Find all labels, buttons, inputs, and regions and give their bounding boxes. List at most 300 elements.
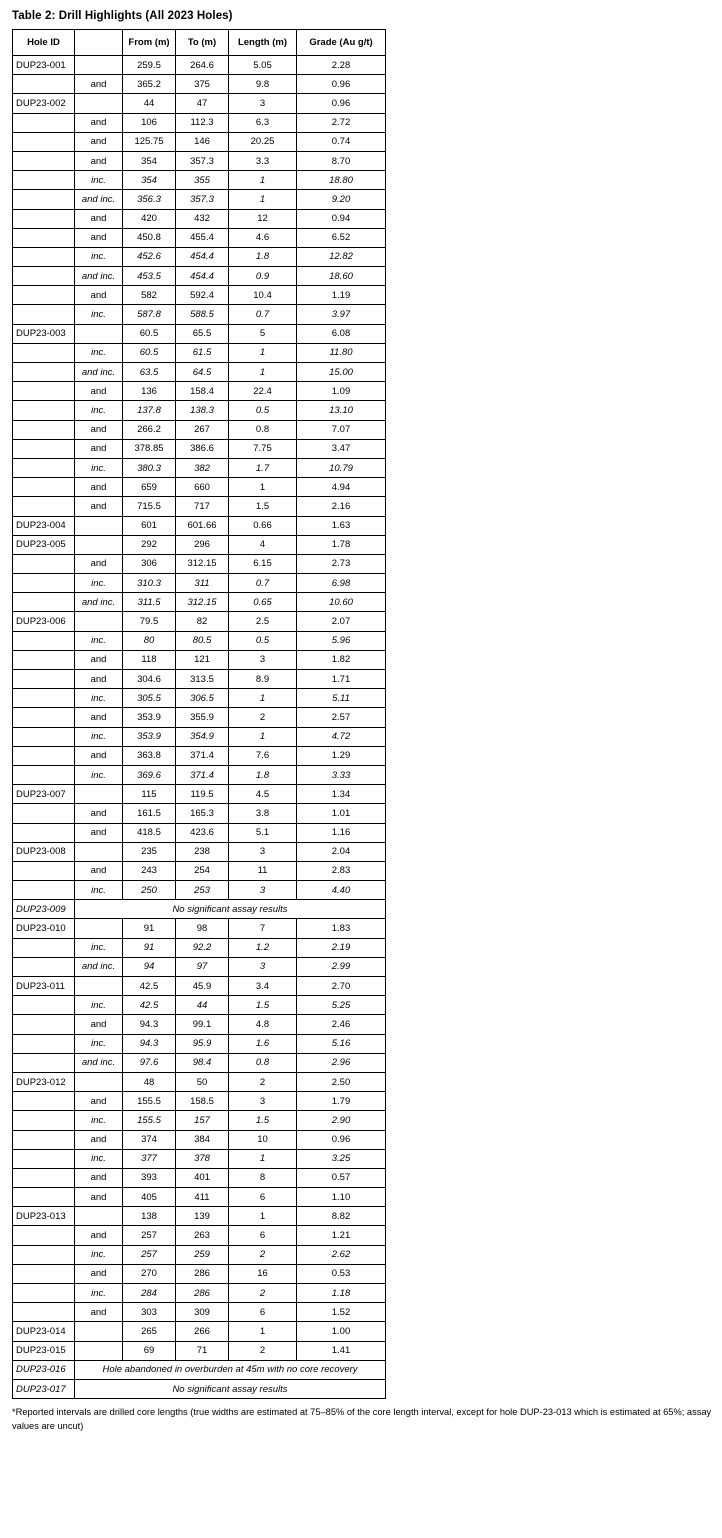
cell-from: 369.6 (123, 765, 176, 784)
cell-from: 405 (123, 1188, 176, 1207)
drill-highlights-table (12, 29, 386, 1399)
cell-grade: 18.80 (297, 171, 386, 190)
cell-grade: 12.82 (297, 247, 386, 266)
cell-to: 92.2 (176, 938, 229, 957)
cell-length: 7.75 (229, 439, 297, 458)
table-row (13, 305, 386, 324)
cell-to: 61.5 (176, 343, 229, 362)
cell-to: 112.3 (176, 113, 229, 132)
table-row (13, 1072, 386, 1091)
table-row (13, 919, 386, 938)
cell-grade: 3.25 (297, 1149, 386, 1168)
cell-grade: 1.29 (297, 746, 386, 765)
cell-modifier: inc. (75, 1111, 123, 1130)
cell-grade: 10.79 (297, 458, 386, 477)
cell-hole-id (13, 458, 75, 477)
cell-grade: 4.72 (297, 727, 386, 746)
cell-length: 8.9 (229, 670, 297, 689)
cell-from: 80 (123, 631, 176, 650)
table-row (13, 977, 386, 996)
cell-hole-id: DUP23-004 (13, 516, 75, 535)
cell-hole-id (13, 228, 75, 247)
cell-modifier: and (75, 75, 123, 94)
cell-length: 0.8 (229, 420, 297, 439)
cell-to: 588.5 (176, 305, 229, 324)
cell-hole-id (13, 727, 75, 746)
cell-hole-id (13, 938, 75, 957)
cell-to: 238 (176, 842, 229, 861)
cell-from: 42.5 (123, 996, 176, 1015)
cell-modifier: and (75, 670, 123, 689)
cell-to: 71 (176, 1341, 229, 1360)
cell-length: 4.8 (229, 1015, 297, 1034)
cell-to: 98.4 (176, 1053, 229, 1072)
cell-to: 717 (176, 497, 229, 516)
cell-from: 137.8 (123, 401, 176, 420)
cell-hole-id (13, 1245, 75, 1264)
cell-length: 11 (229, 861, 297, 880)
cell-modifier (75, 842, 123, 861)
cell-modifier: inc. (75, 1149, 123, 1168)
table-row (13, 612, 386, 631)
cell-from: 250 (123, 881, 176, 900)
cell-hole-id (13, 113, 75, 132)
cell-from: 118 (123, 650, 176, 669)
cell-to: 253 (176, 881, 229, 900)
cell-modifier: inc. (75, 996, 123, 1015)
cell-from: 587.8 (123, 305, 176, 324)
cell-modifier: inc. (75, 689, 123, 708)
cell-grade: 2.57 (297, 708, 386, 727)
cell-length: 0.66 (229, 516, 297, 535)
table-header-row (13, 30, 386, 56)
cell-to: 371.4 (176, 765, 229, 784)
cell-to: 357.3 (176, 151, 229, 170)
cell-length: 10.4 (229, 286, 297, 305)
cell-hole-id: DUP23-008 (13, 842, 75, 861)
cell-hole-id (13, 881, 75, 900)
cell-to: 306.5 (176, 689, 229, 708)
cell-length: 7 (229, 919, 297, 938)
cell-hole-id (13, 171, 75, 190)
cell-to: 312.15 (176, 593, 229, 612)
cell-from: 270 (123, 1264, 176, 1283)
cell-hole-id (13, 132, 75, 151)
cell-hole-id: DUP23-013 (13, 1207, 75, 1226)
table-row (13, 151, 386, 170)
cell-from: 60.5 (123, 324, 176, 343)
cell-grade: 2.19 (297, 938, 386, 957)
cell-grade: 18.60 (297, 267, 386, 286)
page-title: Table 2: Drill Highlights (All 2023 Holes) (12, 10, 233, 22)
cell-modifier (75, 1207, 123, 1226)
cell-to: 455.4 (176, 228, 229, 247)
cell-grade: 0.94 (297, 209, 386, 228)
cell-hole-id (13, 593, 75, 612)
cell-hole-id (13, 75, 75, 94)
cell-length: 7.6 (229, 746, 297, 765)
cell-modifier (75, 535, 123, 554)
cell-from: 48 (123, 1072, 176, 1091)
cell-from: 303 (123, 1303, 176, 1322)
cell-to: 454.4 (176, 247, 229, 266)
cell-grade: 3.33 (297, 765, 386, 784)
table-row (13, 727, 386, 746)
cell-grade: 0.57 (297, 1168, 386, 1187)
cell-to: 384 (176, 1130, 229, 1149)
cell-to: 95.9 (176, 1034, 229, 1053)
cell-modifier (75, 919, 123, 938)
cell-hole-id (13, 439, 75, 458)
cell-modifier: and (75, 1130, 123, 1149)
cell-modifier: and inc. (75, 267, 123, 286)
cell-modifier: inc. (75, 881, 123, 900)
cell-length: 6 (229, 1226, 297, 1245)
cell-grade: 13.10 (297, 401, 386, 420)
cell-modifier: and (75, 478, 123, 497)
cell-hole-id: DUP23-002 (13, 94, 75, 113)
cell-from: 715.5 (123, 497, 176, 516)
cell-modifier: inc. (75, 458, 123, 477)
cell-hole-id (13, 670, 75, 689)
cell-modifier: and inc. (75, 1053, 123, 1072)
cell-to: 378 (176, 1149, 229, 1168)
cell-grade: 1.19 (297, 286, 386, 305)
cell-from: 69 (123, 1341, 176, 1360)
cell-hole-id (13, 1303, 75, 1322)
table-row (13, 881, 386, 900)
cell-hole-id (13, 401, 75, 420)
cell-hole-id (13, 190, 75, 209)
table-row (13, 458, 386, 477)
cell-hole-id (13, 631, 75, 650)
cell-modifier: inc. (75, 1034, 123, 1053)
cell-length: 2 (229, 708, 297, 727)
cell-to: 411 (176, 1188, 229, 1207)
cell-modifier (75, 1072, 123, 1091)
cell-length: 1.2 (229, 938, 297, 957)
table-row (13, 631, 386, 650)
cell-length: 16 (229, 1264, 297, 1283)
cell-modifier: and (75, 804, 123, 823)
cell-length: 1 (229, 478, 297, 497)
cell-length: 2 (229, 1284, 297, 1303)
cell-grade: 1.16 (297, 823, 386, 842)
cell-from: 97.6 (123, 1053, 176, 1072)
cell-grade: 1.21 (297, 1226, 386, 1245)
cell-to: 355.9 (176, 708, 229, 727)
cell-length: 0.7 (229, 574, 297, 593)
cell-from: 582 (123, 286, 176, 305)
cell-modifier: and (75, 151, 123, 170)
cell-length: 6 (229, 1303, 297, 1322)
cell-from: 353.9 (123, 727, 176, 746)
cell-modifier: inc. (75, 765, 123, 784)
cell-modifier: inc. (75, 574, 123, 593)
cell-hole-id (13, 996, 75, 1015)
cell-to: 82 (176, 612, 229, 631)
table-row (13, 1034, 386, 1053)
cell-from: 356.3 (123, 190, 176, 209)
table-row (13, 324, 386, 343)
cell-from: 659 (123, 478, 176, 497)
cell-grade: 1.41 (297, 1341, 386, 1360)
cell-modifier: and inc. (75, 190, 123, 209)
cell-modifier (75, 94, 123, 113)
cell-from: 243 (123, 861, 176, 880)
table-row (13, 1379, 386, 1398)
cell-grade: 2.83 (297, 861, 386, 880)
cell-grade: 3.97 (297, 305, 386, 324)
table-row (13, 228, 386, 247)
cell-grade: 0.96 (297, 94, 386, 113)
cell-grade: 5.11 (297, 689, 386, 708)
cell-grade: 2.46 (297, 1015, 386, 1034)
cell-length: 3 (229, 842, 297, 861)
cell-note: No significant assay results (75, 900, 386, 919)
table-row (13, 420, 386, 439)
cell-length: 1.6 (229, 1034, 297, 1053)
cell-modifier (75, 1341, 123, 1360)
table-row (13, 996, 386, 1015)
cell-modifier: and (75, 209, 123, 228)
cell-from: 284 (123, 1284, 176, 1303)
table-row (13, 689, 386, 708)
cell-to: 165.3 (176, 804, 229, 823)
cell-from: 266.2 (123, 420, 176, 439)
cell-modifier: and (75, 420, 123, 439)
table-row (13, 382, 386, 401)
cell-length: 4.6 (229, 228, 297, 247)
cell-from: 452.6 (123, 247, 176, 266)
cell-modifier: inc. (75, 727, 123, 746)
table-row (13, 1130, 386, 1149)
cell-grade: 1.63 (297, 516, 386, 535)
cell-hole-id (13, 420, 75, 439)
cell-to: 157 (176, 1111, 229, 1130)
cell-length: 6.15 (229, 554, 297, 573)
table-row (13, 1264, 386, 1283)
cell-length: 0.5 (229, 401, 297, 420)
cell-grade: 15.00 (297, 363, 386, 382)
cell-hole-id (13, 1149, 75, 1168)
table-header (13, 30, 386, 56)
cell-to: 386.6 (176, 439, 229, 458)
column-header-hole-id: Hole ID (13, 30, 75, 56)
cell-length: 9.8 (229, 75, 297, 94)
cell-modifier: and (75, 1226, 123, 1245)
cell-modifier (75, 612, 123, 631)
cell-hole-id: DUP23-011 (13, 977, 75, 996)
cell-modifier: and (75, 650, 123, 669)
cell-modifier (75, 785, 123, 804)
cell-length: 5.1 (229, 823, 297, 842)
cell-length: 8 (229, 1168, 297, 1187)
table-row (13, 478, 386, 497)
table-row (13, 190, 386, 209)
table-row (13, 746, 386, 765)
cell-from: 60.5 (123, 343, 176, 362)
cell-grade: 1.82 (297, 650, 386, 669)
table-row (13, 1149, 386, 1168)
cell-modifier: and (75, 132, 123, 151)
cell-from: 363.8 (123, 746, 176, 765)
cell-from: 259.5 (123, 56, 176, 75)
cell-length: 0.7 (229, 305, 297, 324)
cell-from: 115 (123, 785, 176, 804)
cell-from: 257 (123, 1245, 176, 1264)
table-row (13, 56, 386, 75)
cell-length: 0.65 (229, 593, 297, 612)
cell-modifier: inc. (75, 938, 123, 957)
cell-length: 3 (229, 94, 297, 113)
cell-modifier (75, 516, 123, 535)
cell-hole-id (13, 286, 75, 305)
cell-hole-id (13, 209, 75, 228)
column-header-to: To (m) (176, 30, 229, 56)
cell-from: 257 (123, 1226, 176, 1245)
cell-length: 1 (229, 171, 297, 190)
cell-to: 98 (176, 919, 229, 938)
cell-length: 0.5 (229, 631, 297, 650)
cell-grade: 0.53 (297, 1264, 386, 1283)
cell-length: 1.8 (229, 765, 297, 784)
cell-from: 63.5 (123, 363, 176, 382)
cell-hole-id: DUP23-010 (13, 919, 75, 938)
column-header-modifier (75, 30, 123, 56)
cell-length: 1 (229, 1322, 297, 1341)
cell-grade: 6.52 (297, 228, 386, 247)
cell-to: 286 (176, 1264, 229, 1283)
cell-modifier: and inc. (75, 363, 123, 382)
table-row (13, 785, 386, 804)
cell-modifier: inc. (75, 343, 123, 362)
cell-from: 374 (123, 1130, 176, 1149)
table-row (13, 1284, 386, 1303)
cell-to: 311 (176, 574, 229, 593)
cell-to: 286 (176, 1284, 229, 1303)
cell-length: 1.5 (229, 1111, 297, 1130)
cell-hole-id (13, 689, 75, 708)
cell-hole-id (13, 1168, 75, 1187)
cell-hole-id: DUP23-017 (13, 1379, 75, 1398)
cell-length: 2 (229, 1245, 297, 1264)
cell-hole-id (13, 1130, 75, 1149)
cell-length: 20.25 (229, 132, 297, 151)
table-row (13, 286, 386, 305)
cell-modifier: and inc. (75, 593, 123, 612)
cell-hole-id (13, 478, 75, 497)
cell-modifier: inc. (75, 305, 123, 324)
cell-from: 94.3 (123, 1034, 176, 1053)
cell-from: 378.85 (123, 439, 176, 458)
cell-grade: 3.47 (297, 439, 386, 458)
cell-to: 313.5 (176, 670, 229, 689)
cell-from: 265 (123, 1322, 176, 1341)
cell-modifier: and (75, 1168, 123, 1187)
cell-to: 44 (176, 996, 229, 1015)
table-row (13, 132, 386, 151)
table-row (13, 363, 386, 382)
cell-length: 3 (229, 1092, 297, 1111)
cell-to: 99.1 (176, 1015, 229, 1034)
cell-grade: 1.09 (297, 382, 386, 401)
cell-hole-id (13, 1092, 75, 1111)
cell-hole-id (13, 861, 75, 880)
cell-length: 3 (229, 881, 297, 900)
cell-to: 312.15 (176, 554, 229, 573)
table-row (13, 401, 386, 420)
cell-to: 401 (176, 1168, 229, 1187)
table-row (13, 670, 386, 689)
cell-grade: 2.73 (297, 554, 386, 573)
cell-from: 453.5 (123, 267, 176, 286)
cell-length: 2 (229, 1072, 297, 1091)
cell-grade: 1.01 (297, 804, 386, 823)
table-row (13, 1207, 386, 1226)
cell-to: 259 (176, 1245, 229, 1264)
cell-to: 660 (176, 478, 229, 497)
table-row (13, 1168, 386, 1187)
cell-to: 97 (176, 957, 229, 976)
cell-modifier: and (75, 1303, 123, 1322)
cell-grade: 2.50 (297, 1072, 386, 1091)
cell-from: 354 (123, 151, 176, 170)
cell-grade: 2.04 (297, 842, 386, 861)
cell-from: 155.5 (123, 1092, 176, 1111)
cell-modifier: inc. (75, 1284, 123, 1303)
table-row (13, 1226, 386, 1245)
cell-modifier: and (75, 439, 123, 458)
cell-grade: 1.00 (297, 1322, 386, 1341)
cell-length: 3.4 (229, 977, 297, 996)
table-row (13, 1053, 386, 1072)
cell-modifier: and (75, 228, 123, 247)
cell-length: 3 (229, 957, 297, 976)
cell-from: 42.5 (123, 977, 176, 996)
cell-hole-id (13, 554, 75, 573)
cell-modifier: and (75, 1264, 123, 1283)
cell-to: 138.3 (176, 401, 229, 420)
cell-to: 355 (176, 171, 229, 190)
cell-from: 79.5 (123, 612, 176, 631)
cell-to: 64.5 (176, 363, 229, 382)
cell-hole-id: DUP23-003 (13, 324, 75, 343)
cell-grade: 1.34 (297, 785, 386, 804)
cell-to: 264.6 (176, 56, 229, 75)
cell-grade: 1.83 (297, 919, 386, 938)
cell-length: 2.5 (229, 612, 297, 631)
cell-to: 254 (176, 861, 229, 880)
cell-to: 266 (176, 1322, 229, 1341)
cell-to: 158.5 (176, 1092, 229, 1111)
table-row (13, 554, 386, 573)
cell-hole-id: DUP23-016 (13, 1360, 75, 1379)
cell-to: 592.4 (176, 286, 229, 305)
table-row (13, 1092, 386, 1111)
cell-length: 4.5 (229, 785, 297, 804)
cell-hole-id: DUP23-007 (13, 785, 75, 804)
cell-from: 106 (123, 113, 176, 132)
cell-modifier: and (75, 708, 123, 727)
table-row (13, 209, 386, 228)
cell-hole-id (13, 1284, 75, 1303)
cell-length: 6.3 (229, 113, 297, 132)
cell-grade: 1.78 (297, 535, 386, 554)
cell-grade: 0.96 (297, 1130, 386, 1149)
cell-length: 3.3 (229, 151, 297, 170)
cell-from: 601 (123, 516, 176, 535)
